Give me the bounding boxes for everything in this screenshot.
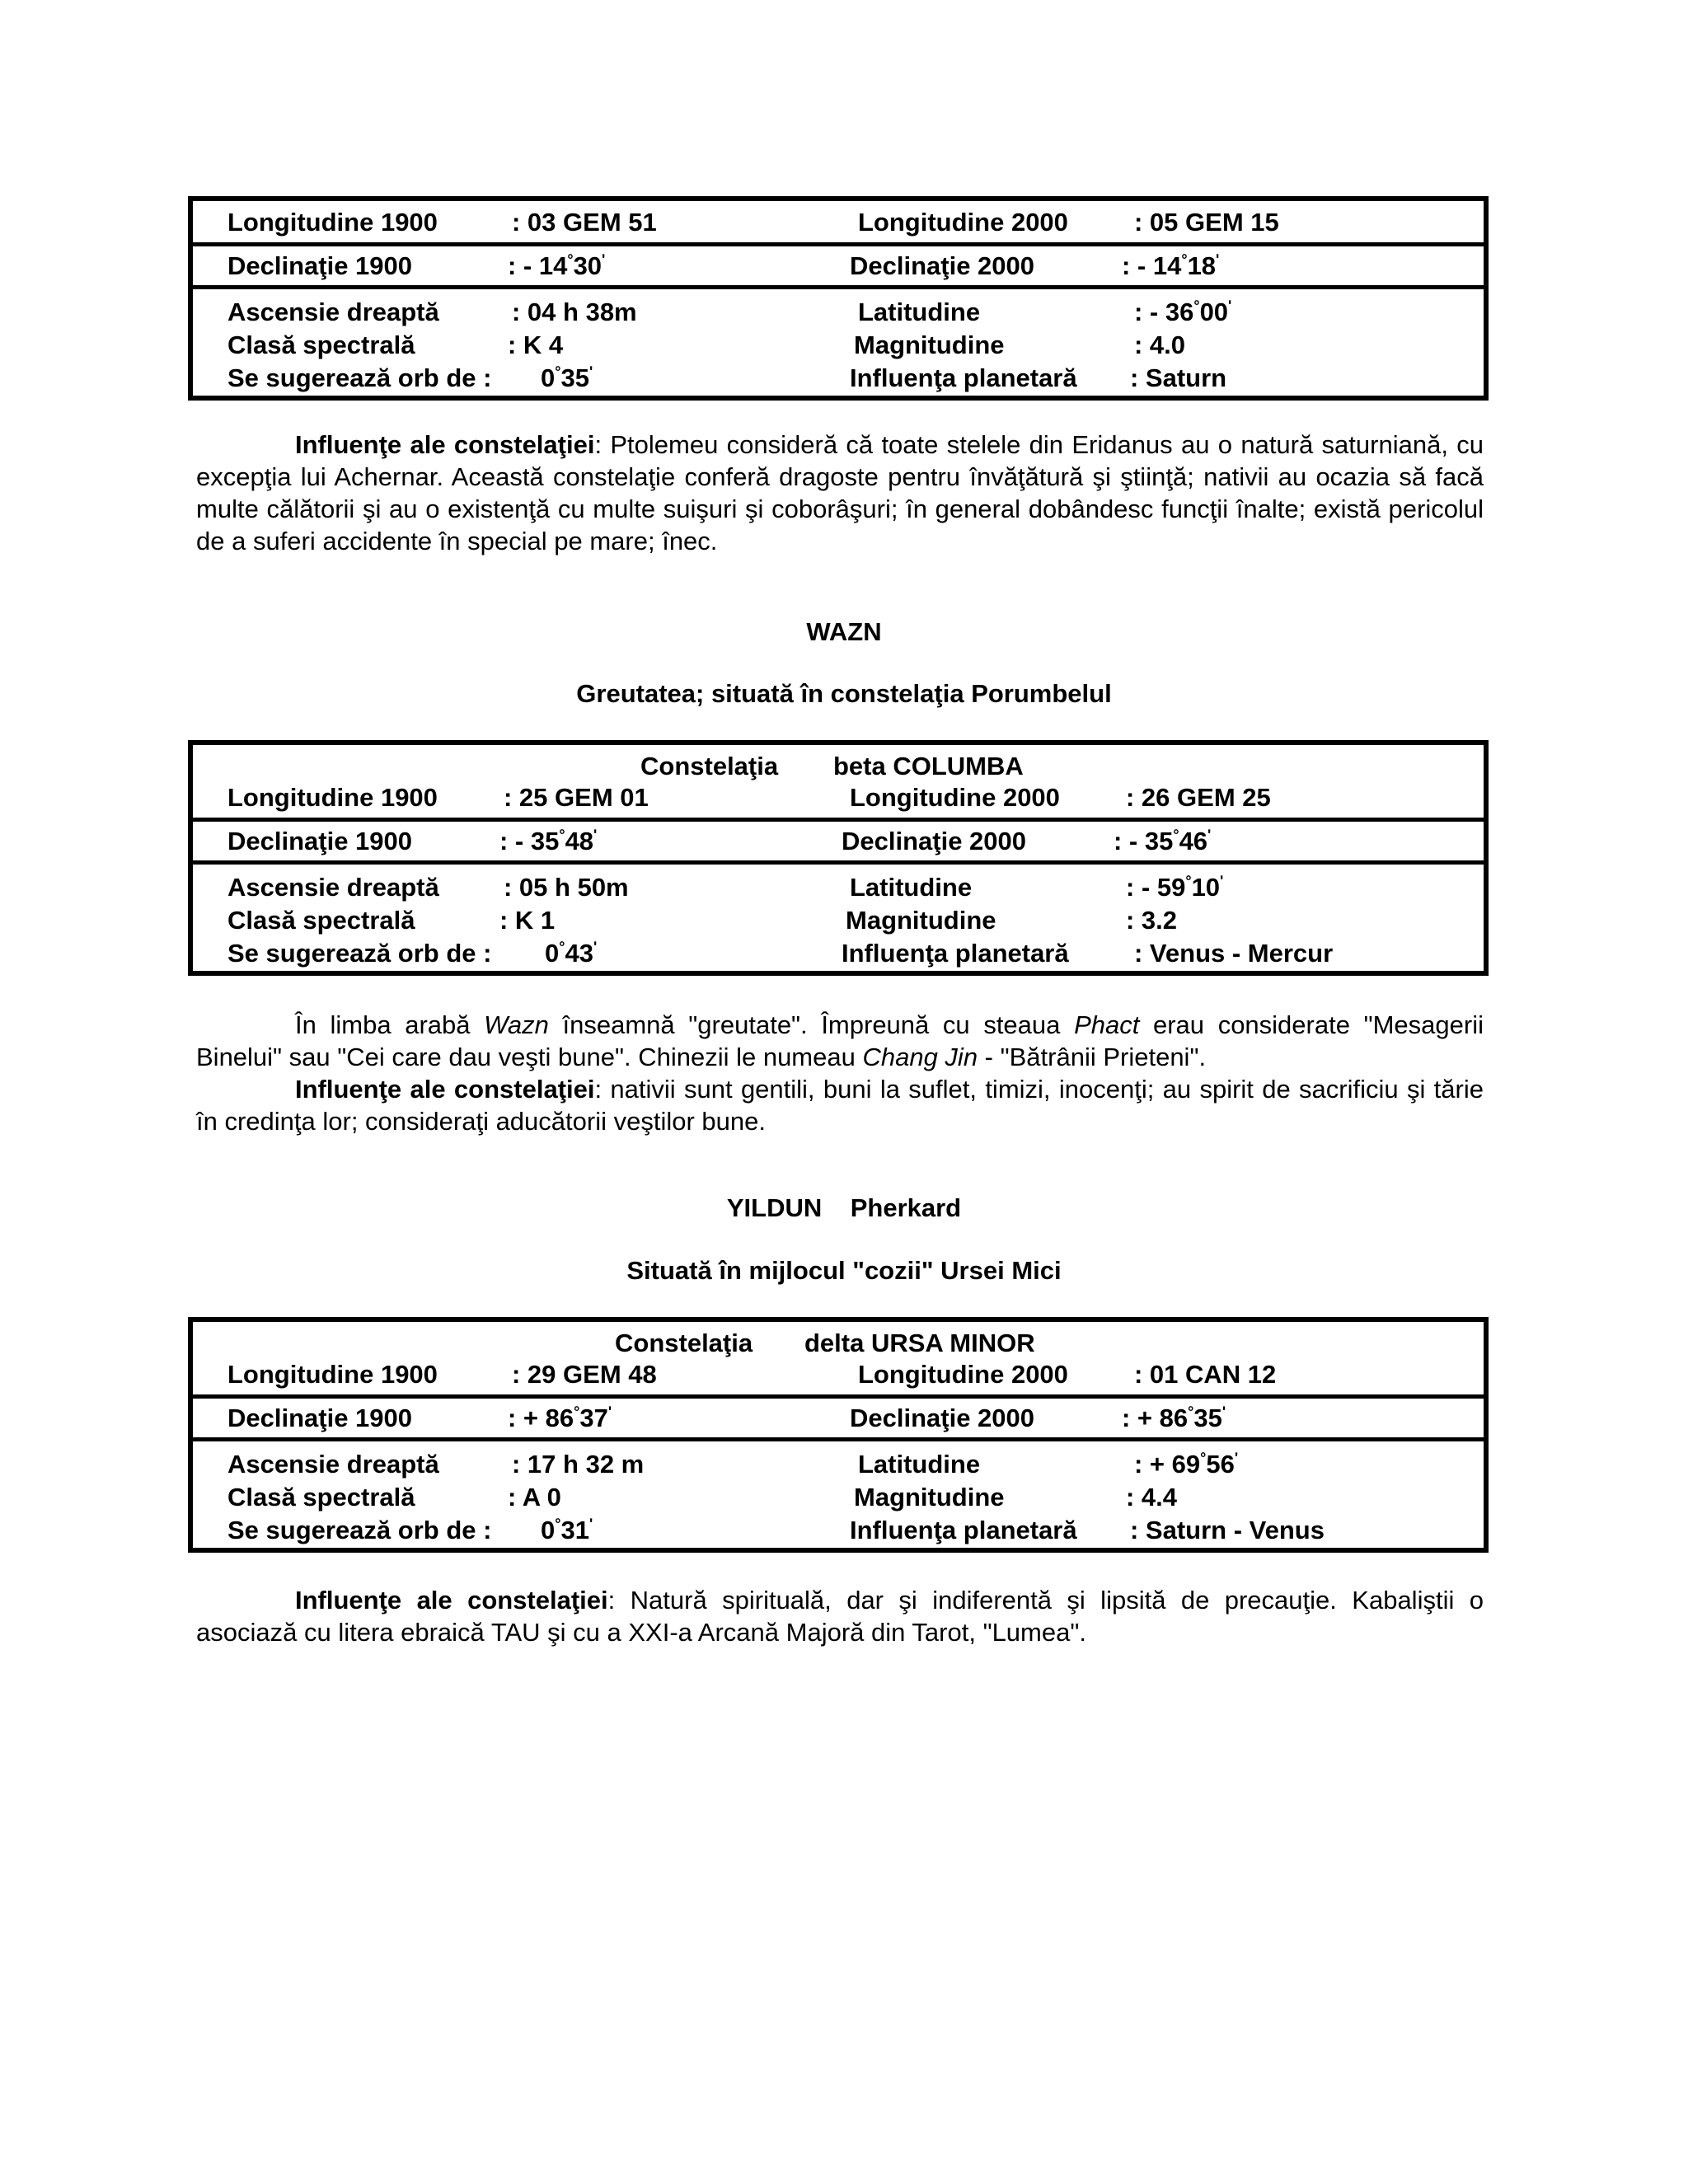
latitude-value: : - $59^\circ 10^ʹ$ [1126,873,1224,902]
declination-2000-value: : + $86^\circ 35^ʹ$ [1122,1404,1226,1432]
longitude-1900-label: Longitudine 1900 [227,208,438,237]
planetary-influence-value: : Saturn [1130,363,1227,392]
declination-1900-label: Declinaţie 1900 [227,1404,413,1432]
longitude-2000-label: Longitudine 2000 [858,208,1068,237]
orb-label: Se sugerează orb de : [227,363,492,392]
magnitude-label: Magnitudine [854,1483,1005,1511]
star-name-wazn: WAZN [806,617,882,646]
orb-label: Se sugerează orb de : [227,939,492,968]
right-ascension-label: Ascensie dreaptă [227,1450,439,1479]
declination-1900-value: : - $14^\circ 30^ʹ$ [508,251,606,280]
influences-paragraph-3: Influenţe ale constelaţiei: Natură spirituală, dar şi indiferentă şi lipsită de precauţie. Kabaliştii o asociază cu litera ebraică TAU şi cu a XXI-a Arcană Majoră din Tarot, "Lumea". [196,1586,1484,1647]
longitude-2000-label: Longitudine 2000 [858,1360,1068,1389]
star-subtitle-yildun: Situată în mijlocul "cozii" Ursei Mici [626,1256,1062,1285]
constellation-longitude-row [193,745,1484,818]
constellation-value: delta URSA MINOR [804,1329,1035,1357]
longitude-1900-value: : 03 GEM 51 [512,208,657,237]
latitude-label: Latitudine [858,298,981,326]
spectral-class-label: Clasă spectrală [227,330,415,359]
magnitude-value: : 4.4 [1126,1483,1178,1511]
etymology-paragraph: În limba arabă Wazn înseamnă "greutate". Împreună cu steaua Phact erau considerate "Mesagerii Binelui" sau "Cei care dau veşti bune". Chinezii le numeau Chang Jin - "Bătrânii Prieteni". [196,1010,1484,1071]
planetary-influence-value: : Venus - Mercur [1134,939,1334,968]
planetary-influence-value: : Saturn - Venus [1130,1516,1325,1544]
latitude-value: : - $36^\circ 00^ʹ$ [1134,298,1232,326]
declination-2000-label: Declinaţie 2000 [850,251,1035,280]
declination-1900-value: : - $35^\circ 48^ʹ$ [499,827,598,855]
influences-paragraph-2: Influenţe ale constelaţiei: nativii sunt gentili, buni la suflet, timizi, inocenţi; au spirit de sacrificiu şi tărie în credinţa lor; consideraţi aducătorii veştilor bune. [196,1075,1484,1136]
orb-value: $0^\circ 31^ʹ$ [541,1516,593,1544]
right-ascension-value: : 04 h 38m [512,298,637,326]
spectral-class-label: Clasă spectrală [227,1483,415,1511]
latitude-label: Latitudine [850,873,973,902]
influences-paragraph-1: Influenţe ale constelaţiei: Ptolemeu consideră că toate stelele din Eridanus au o natură saturniană, cu excepţia lui Achernar. Această constelaţie conferă dragoste pentru învăţătură şi ştiinţă; nativii au ocazia să facă multe călătorii şi au o existenţă cu multe suişuri şi coborâşuri; în general dobândesc funcţii înalte; există pericolul de a suferi accidente în special pe mare; înec. [196,430,1484,555]
details-rows [193,285,1484,396]
declination-1900-value: : + $86^\circ 37^ʹ$ [508,1404,612,1432]
declination-2000-label: Declinaţie 2000 [850,1404,1035,1432]
spectral-class-label: Clasă spectrală [227,906,415,935]
declination-2000-value: : - $14^\circ 18^ʹ$ [1122,251,1220,280]
constellation-label: Constelaţia [640,752,779,780]
constellation-longitude-row [193,1322,1484,1394]
star-data-table-1 [188,196,1489,401]
orb-label: Se sugerează orb de : [227,1516,492,1544]
declination-2000-label: Declinaţie 2000 [842,827,1027,855]
star-subtitle-wazn: Greutatea; situată în constelaţia Porumbelul [576,679,1112,708]
spectral-class-value: : K 1 [499,906,556,935]
star-name-yildun: YILDUN Pherkard [726,1193,962,1222]
planetary-influence-label: Influenţa planetară [850,1516,1077,1544]
orb-value: $0^\circ 35^ʹ$ [541,363,593,392]
latitude-label: Latitudine [858,1450,981,1479]
magnitude-label: Magnitudine [854,330,1005,359]
declination-row [193,818,1484,860]
star-data-table-2 [188,740,1489,976]
planetary-influence-label: Influenţa planetară [842,939,1069,968]
magnitude-value: : 4.0 [1134,330,1186,359]
longitude-1900-value: : 29 GEM 48 [512,1360,657,1389]
longitude-2000-value: : 01 CAN 12 [1134,1360,1277,1389]
longitude-1900-label: Longitudine 1900 [227,783,438,812]
constellation-value: beta COLUMBA [833,752,1024,780]
details-rows [193,1437,1484,1548]
declination-2000-value: : - $35^\circ 46^ʹ$ [1114,827,1212,855]
latitude-value: : + $69^\circ 56^ʹ$ [1134,1450,1239,1479]
declination-row [193,242,1484,285]
right-ascension-value: : 17 h 32 m [512,1450,645,1479]
spectral-class-value: : K 4 [508,330,564,359]
declination-1900-label: Declinaţie 1900 [227,251,413,280]
longitude-2000-value: : 26 GEM 25 [1126,783,1271,812]
longitude-2000-label: Longitudine 2000 [850,783,1060,812]
declination-row [193,1394,1484,1437]
right-ascension-value: : 05 h 50m [504,873,629,902]
details-rows [193,860,1484,971]
longitude-2000-value: : 05 GEM 15 [1134,208,1279,237]
star-data-table-3 [188,1317,1489,1553]
declination-1900-label: Declinaţie 1900 [227,827,413,855]
magnitude-label: Magnitudine [846,906,996,935]
magnitude-value: : 3.2 [1126,906,1178,935]
constellation-label: Constelaţia [615,1329,753,1357]
right-ascension-label: Ascensie dreaptă [227,873,439,902]
right-ascension-label: Ascensie dreaptă [227,298,439,326]
longitude-1900-label: Longitudine 1900 [227,1360,438,1389]
longitude-1900-value: : 25 GEM 01 [504,783,649,812]
orb-value: $0^\circ 43^ʹ$ [545,939,598,968]
spectral-class-value: : A 0 [508,1483,561,1511]
longitude-row [193,201,1484,242]
planetary-influence-label: Influenţa planetară [850,363,1077,392]
